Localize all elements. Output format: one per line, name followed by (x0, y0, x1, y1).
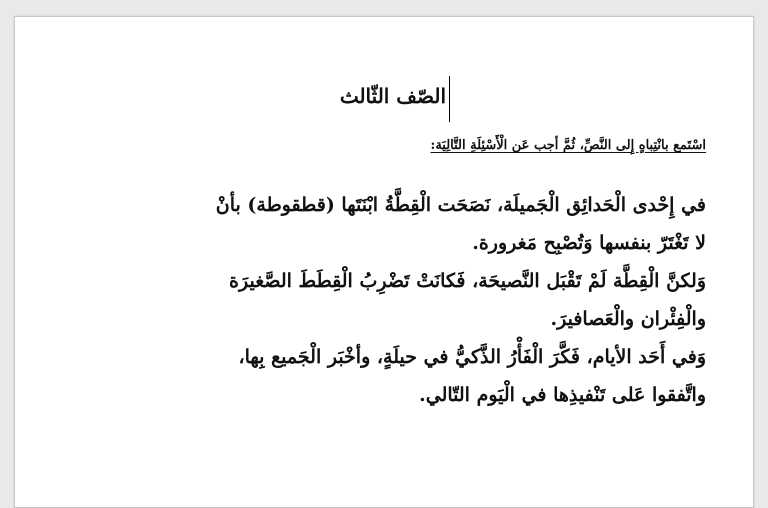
story-line: واتَّفقوا عَلى تَنْفيذِها في الْيَوم التّالي. (419, 384, 706, 406)
story-line: في إِحْدى الْحَدائِق الْجَميلَة، نَصَحَت الْقِطَّةُ ابْنَتَها (قطقوطة) بأنْ (215, 194, 706, 216)
story-line: لا تَغْتَرّ بنفسها وَتُصْبِح مَغرورة. (472, 232, 706, 254)
story-line: وَلكنَّ الْقِطَّة لَمْ تَقْبَل النَّصيحَة، فَكانَتْ تَضْرِبُ الْقِطَطَ الصَّغيرَة (229, 270, 706, 292)
page-title: الصّف الثّالث (339, 84, 446, 108)
text-cursor (449, 76, 450, 122)
story-text (70, 186, 706, 414)
story-line: وَفي أَحَد الأيام، فَكَّرَ الْفَأْرُ الذَّكيُّ في حيلَةٍ، وأخْبَر الْجَميع بِها، (238, 346, 706, 368)
instruction-text: اسْتَمع بانْتِباهٍ إِلى النَّصِّ، ثُمَّ أجب عَن الْأَسْئِلَةِ التَّالِيَة: (430, 138, 706, 153)
story-line: والْفِئْران والْعَصافيرَ. (550, 308, 706, 330)
